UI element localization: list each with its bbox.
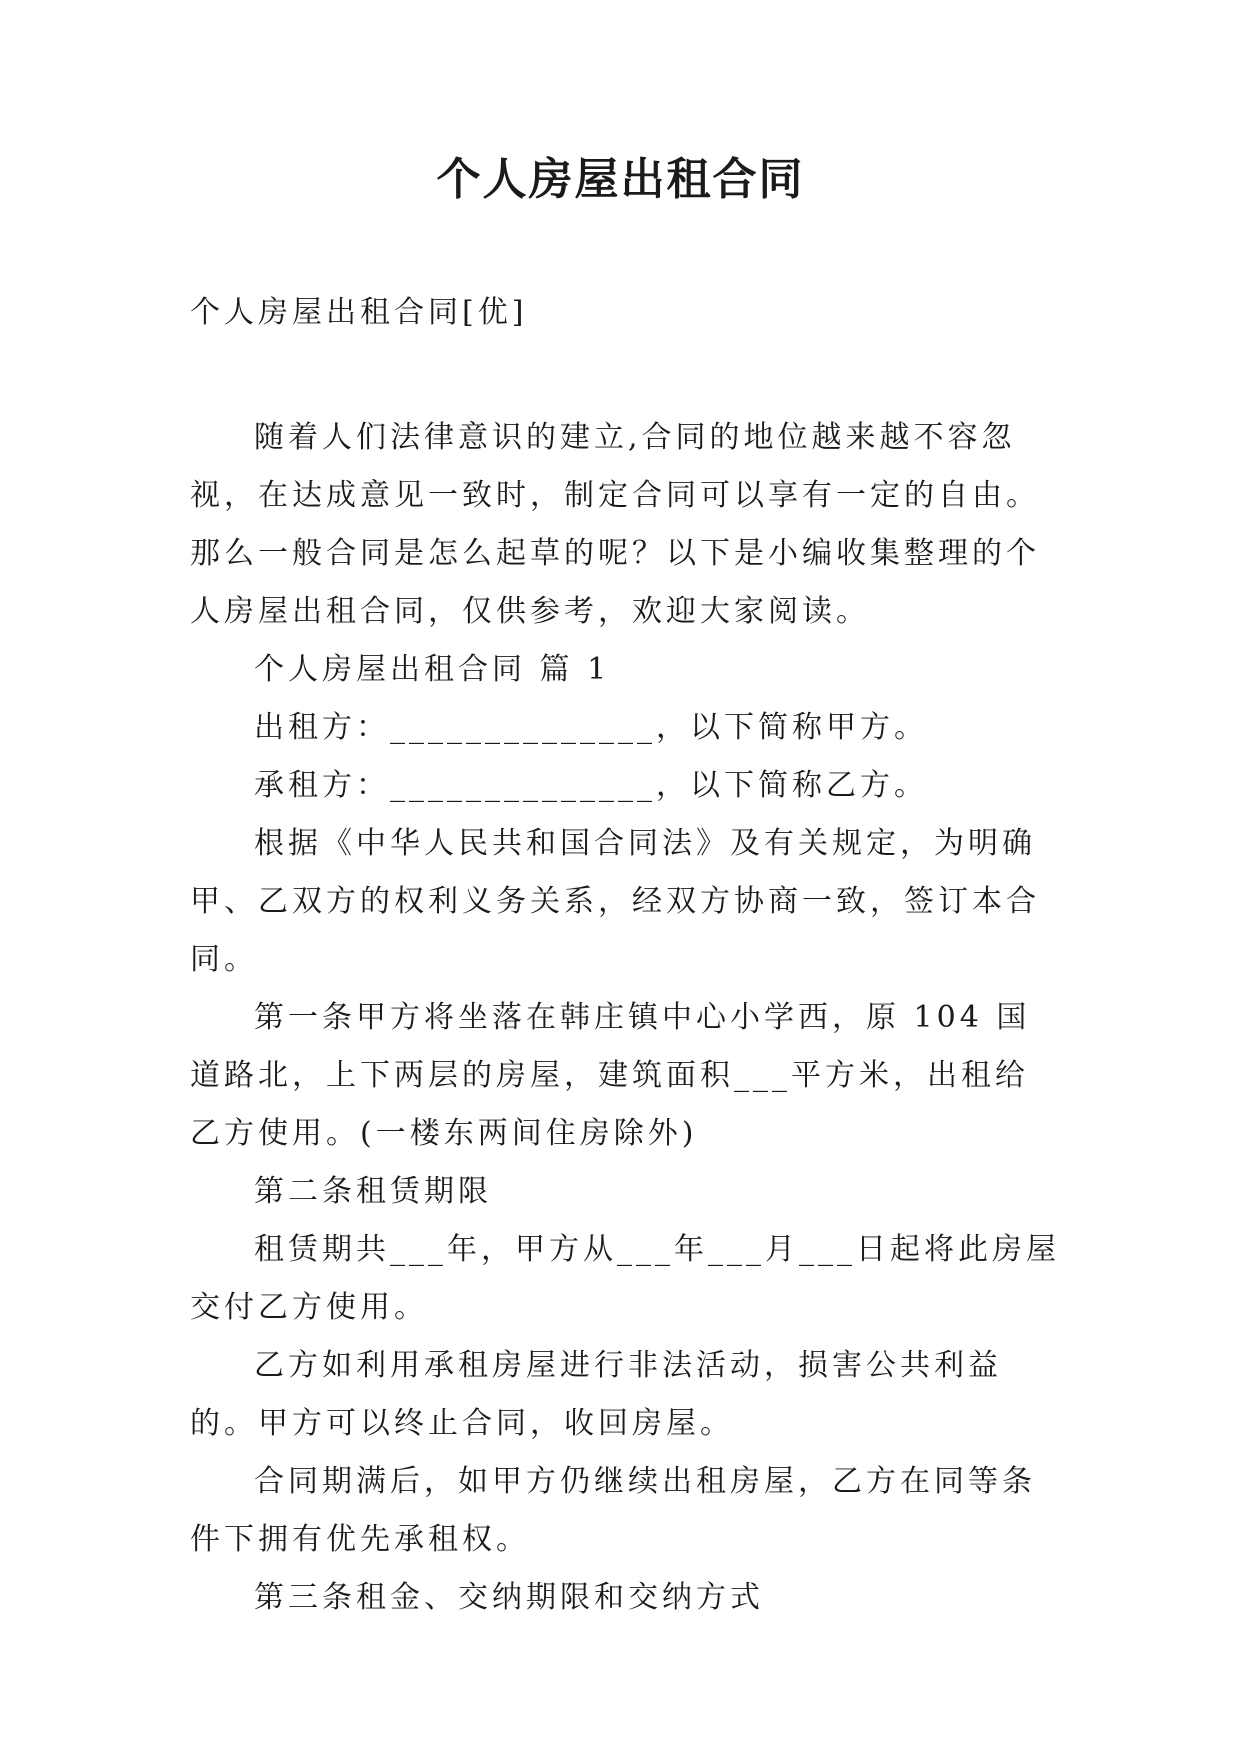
lessee-line: 承租方：______________，以下简称乙方。: [254, 768, 928, 803]
article-one-paragraph: 第一条甲方将坐落在韩庄镇中心小学西，原 104 国道路北，上下两层的房屋，建筑面积___平方米，出租给乙方使用。(一楼东两间住房除外): [190, 1000, 1031, 1151]
renewal-paragraph: 合同期满后，如甲方仍继续出租房屋，乙方在同等条件下拥有优先承租权。: [190, 1464, 1036, 1557]
article-three-heading: 第三条租金、交纳期限和交纳方式: [254, 1580, 764, 1615]
document-title: 个人房屋出租合同: [436, 154, 805, 205]
legal-basis-paragraph: 根据《中华人民共和国合同法》及有关规定，为明确甲、乙双方的权利义务关系，经双方协商一致，签订本合同。: [190, 826, 1040, 977]
lessor-line: 出租方：______________，以下简称甲方。: [254, 710, 928, 745]
intro-paragraph: 随着人们法律意识的建立,合同的地位越来越不容忽视，在达成意见一致时，制定合同可以享有一定的自由。那么一般合同是怎么起草的呢？以下是小编收集整理的个人房屋出租合同，仅供参考，欢迎大家阅读。: [190, 420, 1040, 629]
lease-term-paragraph: 租赁期共___年，甲方从___年___月___日起将此房屋交付乙方使用。: [190, 1232, 1060, 1325]
document-subtitle: 个人房屋出租合同[优]: [190, 295, 528, 330]
illegal-use-paragraph: 乙方如利用承租房屋进行非法活动，损害公共利益的。甲方可以终止合同，收回房屋。: [190, 1348, 1002, 1441]
contract-heading: 个人房屋出租合同 篇 1: [254, 652, 611, 687]
article-two-heading: 第二条租赁期限: [254, 1174, 492, 1209]
document-body: [190, 409, 1060, 1627]
